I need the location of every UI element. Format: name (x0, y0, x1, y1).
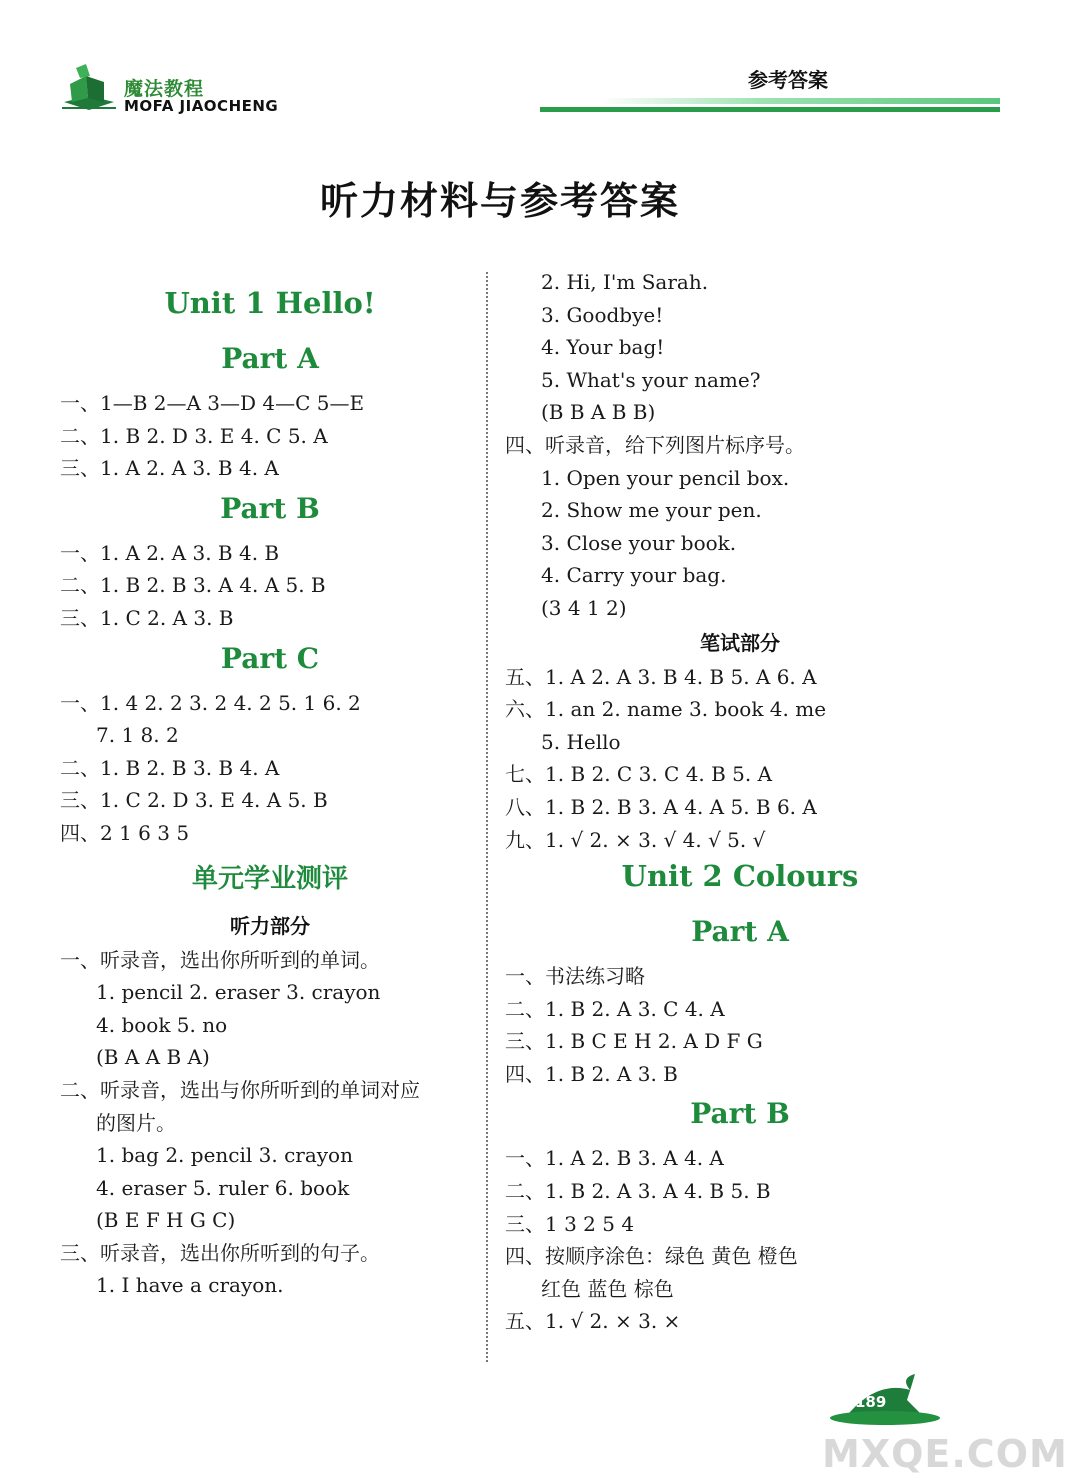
part-heading: Part C (220, 641, 320, 675)
answer-line: 五、1. A 2. A 3. B 4. B 5. A 6. A (505, 664, 817, 689)
answer-line-indented: 5. What's your name? (541, 367, 761, 392)
header-bar (540, 97, 1000, 113)
logo-house-icon (60, 62, 118, 114)
page-title: 听力材料与参考答案 (319, 179, 680, 223)
answer-line-indented: 4. Carry your bag. (541, 563, 727, 588)
answer-line: 一、书法练习略 (505, 964, 645, 989)
answer-line-indented: 1. I have a crayon. (96, 1273, 284, 1298)
answer-line-indented: 5. Hello (541, 729, 621, 754)
subsection-heading: 听力部分 (230, 913, 310, 938)
answer-line: 九、1. √ 2. × 3. √ 4. √ 5. √ (505, 827, 766, 852)
answer-line-indented: 2. Show me your pen. (541, 498, 762, 523)
answer-line: 一、1. A 2. A 3. B 4. B (60, 540, 280, 565)
answer-line: 四、2 1 6 3 5 (60, 820, 190, 845)
page-header (0, 0, 1000, 130)
answer-line: 四、听录音，给下列图片标序号。 (505, 432, 805, 457)
watermark-text: MXQE.COM (822, 1432, 1068, 1476)
answer-line-indented: 的图片。 (96, 1110, 176, 1135)
section-label: 参考答案 (748, 68, 828, 92)
answer-line-indented: 1. bag 2. pencil 3. crayon (96, 1143, 353, 1168)
part-heading: Part A (691, 915, 789, 949)
answer-line: 三、1. C 2. D 3. E 4. A 5. B (60, 788, 328, 813)
answer-line: 二、1. B 2. B 3. B 4. A (60, 755, 280, 780)
answer-line: 四、按顺序涂色：绿色 黄色 橙色 (505, 1244, 798, 1269)
logo-english-text: MOFA JIAOCHENG (124, 97, 279, 115)
answer-line-indented: 4. Your bag! (541, 335, 665, 360)
answer-line: 二、1. B 2. A 3. A 4. B 5. B (505, 1179, 771, 1204)
unit-heading: Unit 2 Colours (621, 859, 859, 894)
column-divider (486, 272, 488, 1362)
answer-line-indented: 4. eraser 5. ruler 6. book (96, 1175, 350, 1200)
answer-line: 二、听录音，选出与你所听到的单词对应 (60, 1077, 420, 1102)
answer-line: 三、1. A 2. A 3. B 4. A (60, 456, 279, 481)
unit-heading: Unit 1 Hello! (164, 286, 376, 320)
right-column (505, 266, 975, 1338)
answer-line: 三、1. B C E H 2. A D F G (505, 1029, 763, 1054)
subsection-heading: 笔试部分 (700, 630, 780, 655)
answer-line-indented: 1. Open your pencil box. (541, 465, 790, 490)
answer-line: 五、1. √ 2. × 3. × (505, 1309, 681, 1334)
answer-line: 一、1—B 2—A 3—D 4—C 5—E (60, 391, 365, 415)
answer-line: 八、1. B 2. B 3. A 4. A 5. B 6. A (505, 794, 817, 819)
answer-line: 一、1. A 2. B 3. A 4. A (505, 1146, 724, 1171)
section-heading: 单元学业测评 (191, 863, 348, 894)
answer-line: 二、1. B 2. A 3. C 4. A (505, 996, 725, 1021)
answer-line-indented: 3. Close your book. (541, 530, 737, 555)
logo-chinese-text: 魔法教程 (124, 78, 205, 100)
answer-line: 一、听录音，选出你所听到的单词。 (60, 947, 380, 972)
answer-line-indented: 7. 1 8. 2 (96, 723, 179, 748)
answer-line: 六、1. an 2. name 3. book 4. me (505, 697, 827, 722)
part-heading: Part B (220, 491, 320, 525)
left-column (60, 283, 480, 1302)
answer-line: 二、1. B 2. B 3. A 4. A 5. B (60, 573, 326, 598)
answer-line: 一、1. 4 2. 2 3. 2 4. 2 5. 1 6. 2 (60, 690, 361, 715)
answer-line-indented: (B A A B A) (96, 1045, 210, 1070)
answer-line: 三、1 3 2 5 4 (505, 1211, 635, 1236)
answer-line-indented: 1. pencil 2. eraser 3. crayon (96, 980, 381, 1005)
answer-line: 二、1. B 2. D 3. E 4. C 5. A (60, 423, 328, 448)
answer-line-indented: 3. Goodbye! (541, 302, 664, 327)
answer-line: 七、1. B 2. C 3. C 4. B 5. A (505, 762, 773, 787)
answer-line: 三、1. C 2. A 3. B (60, 605, 234, 630)
answer-line-indented: (B E F H G C) (96, 1208, 236, 1233)
answer-line-indented: (B B A B B) (541, 400, 656, 425)
part-heading: Part A (221, 342, 319, 375)
answer-line-indented: 4. book 5. no (96, 1012, 228, 1037)
answer-line: 三、听录音，选出你所听到的句子。 (60, 1240, 380, 1265)
part-heading: Part B (690, 1097, 790, 1131)
answer-line-indented: 红色 蓝色 棕色 (541, 1276, 674, 1301)
page-number: 189 (855, 1393, 887, 1411)
answer-line: 四、1. B 2. A 3. B (505, 1061, 678, 1086)
answer-line-indented: (3 4 1 2) (541, 595, 627, 620)
answer-line-indented: 2. Hi, I'm Sarah. (541, 270, 709, 294)
